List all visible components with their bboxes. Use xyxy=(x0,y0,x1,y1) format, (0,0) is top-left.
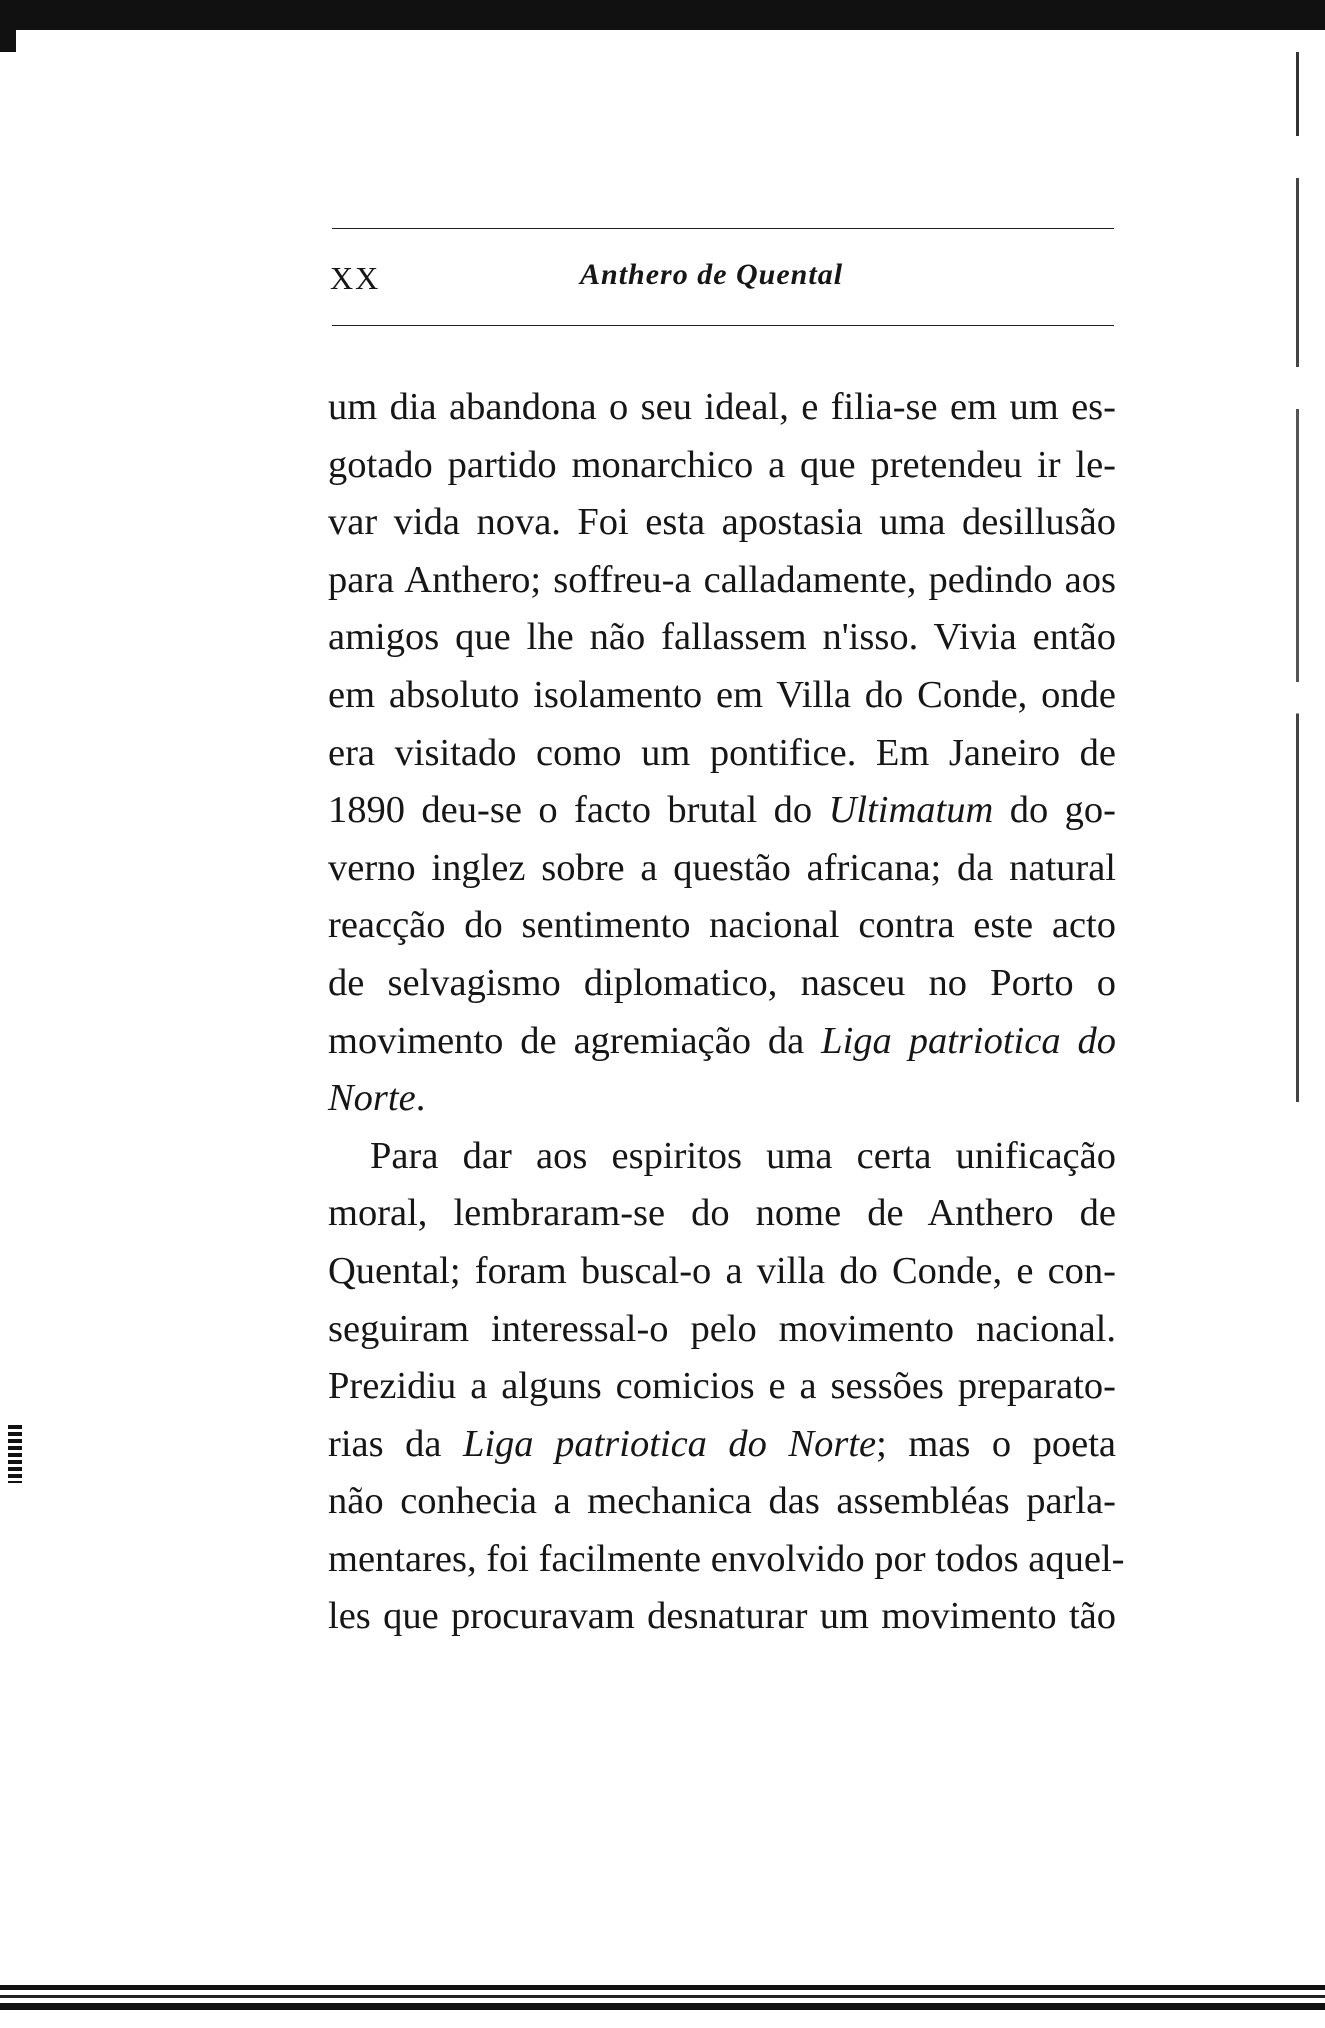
text-line: reacção do sentimento nacional contra este acto xyxy=(328,904,1116,947)
text-line: Para dar aos espiritos uma certa unificação xyxy=(370,1134,1116,1177)
text-line: Quental; foram buscal-o a villa do Conde, e con- xyxy=(328,1249,1116,1292)
text-line: Norte. xyxy=(328,1077,426,1120)
paragraph-2 xyxy=(328,1128,1125,1646)
scan-border-notch xyxy=(0,30,16,52)
text-line: moral, lembraram-se do nome de Anthero de xyxy=(328,1192,1116,1235)
scan-border-top xyxy=(0,0,1325,30)
text-line: seguiram interessal-o pelo movimento nacional. xyxy=(328,1307,1116,1350)
text-line: rias da Liga patriotica do Norte; mas o poeta xyxy=(328,1422,1116,1465)
text-line: era visitado como um pontifice. Em Janeiro de xyxy=(328,731,1116,774)
text-line: para Anthero; soffreu-a calladamente, pedindo aos xyxy=(328,558,1116,601)
scan-border-bottom xyxy=(0,1985,1325,2028)
paragraph-1 xyxy=(328,379,1116,1128)
text-line: em absoluto isolamento em Villa do Conde, onde xyxy=(328,673,1116,716)
header-rule-top xyxy=(332,228,1114,229)
text-line: Prezidiu a alguns comicios e a sessões preparato- xyxy=(328,1365,1116,1408)
text-line: movimento de agremiação da Liga patriotica do xyxy=(328,1019,1116,1062)
text-line: 1890 deu-se o facto brutal do Ultimatum do go- xyxy=(328,789,1116,832)
text-line: les que procuravam desnaturar um movimento tão xyxy=(328,1595,1116,1638)
text-line: verno inglez sobre a questão africana; da natural xyxy=(328,846,1116,889)
italic-ultimatum: Ultimatum xyxy=(828,789,994,832)
text-line: var vida nova. Foi esta apostasia uma desillusão xyxy=(328,501,1116,544)
running-title: Anthero de Quental xyxy=(580,258,844,291)
italic-liga-patriotica: Liga patriotica do xyxy=(821,1019,1116,1062)
text-line: um dia abandona o seu ideal, e filia-se em um es- xyxy=(328,386,1116,428)
italic-norte: Norte xyxy=(328,1077,416,1120)
page-number: XX xyxy=(330,260,381,296)
header-rule-bottom xyxy=(332,325,1114,326)
body-text xyxy=(328,379,1125,1646)
text-line: gotado partido monarchico a que pretendeu ir le- xyxy=(328,443,1116,486)
text-line: não conhecia a mechanica das assembléas parla- xyxy=(328,1480,1116,1523)
scan-border-right xyxy=(1296,52,1299,1102)
text-line: mentares, foi facilmente envolvido por todos aquel- xyxy=(328,1537,1125,1580)
text-line: de selvagismo diplomatico, nasceu no Porto o xyxy=(328,961,1116,1004)
italic-liga-patriotica-do-norte: Liga patriotica do Norte xyxy=(462,1422,877,1465)
text-line: amigos que lhe não fallassem n'isso. Vivia então xyxy=(328,616,1116,659)
scan-margin-mark xyxy=(8,1425,22,1483)
